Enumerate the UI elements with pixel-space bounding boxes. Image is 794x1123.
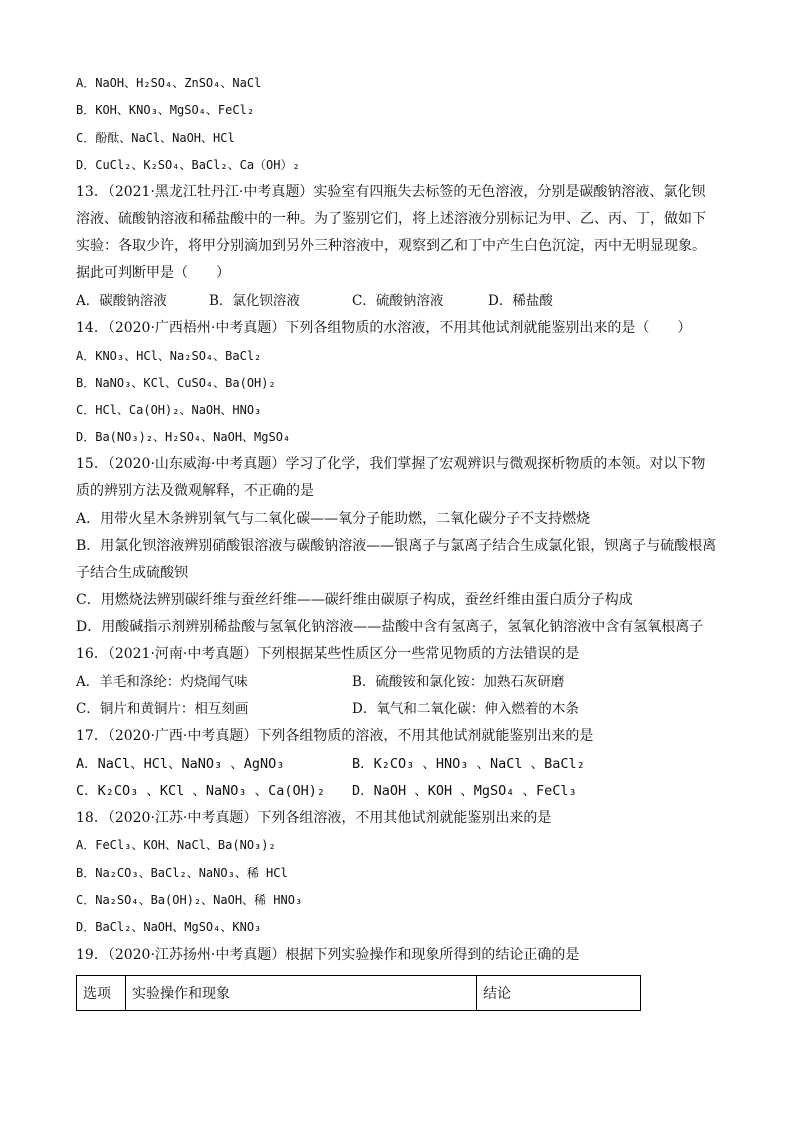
q17-option-b: B．K₂CO₃ 、HNO₃ 、NaCl 、BaCl₂ [352, 756, 585, 772]
q18-option-b: B．Na₂CO₃、BaCl₂、NaNO₃、稀 HCl [76, 866, 288, 880]
table-header-operation: 实验操作和现象 [126, 976, 477, 1011]
q12-option-c: C．酚酞、NaCl、NaOH、HCl [76, 131, 235, 145]
q19-stem: 19．（2020·江苏扬州·中考真题）根据下列实验操作和现象所得到的结论正确的是 [76, 947, 580, 963]
q19-table [76, 975, 641, 1011]
q13-option-a: A．碳酸钠溶液 [76, 293, 167, 309]
q15-stem-1: 15．（2020·山东威海·中考真题）学习了化学，我们掌握了宏观辨识与微观探析物质的本领。对以下物 [76, 456, 706, 472]
q13-stem-4: 据此可判断甲是（ ） [76, 265, 230, 281]
q17-option-d: D．NaOH 、KOH 、MgSO₄ 、FeCl₃ [352, 783, 577, 799]
q13-stem-2: 溶液、硫酸钠溶液和稀盐酸中的一种。为了鉴别它们，将上述溶液分别标记为甲、乙、丙、丁，做如下 [76, 211, 706, 227]
q14-option-c: C．HCl、Ca(OH)₂、NaOH、HNO₃ [76, 403, 262, 417]
q18-option-a: A．FeCl₃、KOH、NaCl、Ba(NO₃)₂ [76, 838, 276, 852]
q17-option-c: C．K₂CO₃ 、KCl 、NaNO₃ 、Ca(OH)₂ [76, 783, 326, 799]
q13-stem-3: 实验：各取少许，将甲分别滴加到另外三种溶液中，观察到乙和丁中产生白色沉淀，丙中无明显现象。 [76, 238, 706, 254]
q18-option-d: D．BaCl₂、NaOH、MgSO₄、KNO₃ [76, 920, 262, 934]
q16-option-c: C．铜片和黄铜片：相互刻画 [76, 701, 249, 717]
q13-stem-1: 13．（2021·黑龙江牡丹江·中考真题）实验室有四瓶失去标签的无色溶液，分别是碳酸钠溶液、氯化钡 [76, 184, 706, 200]
q15-option-a: A．用带火星木条辨别氧气与二氧化碳——氧分子能助燃，二氧化碳分子不支持燃烧 [76, 511, 591, 527]
q15-option-c: C．用燃烧法辨别碳纤维与蚕丝纤维——碳纤维由碳原子构成，蚕丝纤维由蛋白质分子构成 [76, 592, 633, 608]
q14-stem: 14．（2020·广西梧州·中考真题）下列各组物质的水溶液，不用其他试剂就能鉴别出来的是（ ） [76, 320, 692, 336]
table-header-option: 选项 [77, 976, 126, 1011]
q14-option-d: D．Ba(NO₃)₂、H₂SO₄、NaOH、MgSO₄ [76, 430, 291, 444]
q15-option-d: D．用酸碱指示剂辨别稀盐酸与氢氧化钠溶液——盐酸中含有氢离子，氢氧化钠溶液中含有氢氧根离子 [76, 619, 704, 635]
q16-option-a: A．羊毛和涤纶：灼烧闻气味 [76, 674, 248, 690]
q14-option-b: B．NaNO₃、KCl、CuSO₄、Ba(OH)₂ [76, 376, 276, 390]
q15-option-b-2: 子结合生成硫酸钡 [76, 565, 188, 581]
q14-option-a: A．KNO₃、HCl、Na₂SO₄、BaCl₂ [76, 349, 262, 363]
q13-option-d: D．稀盐酸 [488, 293, 553, 309]
q18-option-c: C．Na₂SO₄、Ba(OH)₂、NaOH、稀 HNO₃ [76, 893, 303, 907]
q17-stem: 17．（2020·广西·中考真题）下列各组物质的溶液，不用其他试剂就能鉴别出来的是 [76, 728, 594, 744]
q18-stem: 18．（2020·江苏·中考真题）下列各组溶液，不用其他试剂就能鉴别出来的是 [76, 810, 552, 826]
q16-option-d: D．氧气和二氧化碳：伸入燃着的木条 [352, 701, 579, 717]
q16-stem: 16．（2021·河南·中考真题）下列根据某些性质区分一些常见物质的方法错误的是 [76, 646, 580, 662]
table-header-conclusion: 结论 [477, 976, 641, 1011]
table-row [77, 976, 641, 1011]
q13-option-b: B．氯化钡溶液 [209, 293, 300, 309]
q16-option-b: B．硫酸铵和氯化铵：加熟石灰研磨 [352, 674, 565, 690]
q12-option-b: B．KOH、KNO₃、MgSO₄、FeCl₂ [76, 103, 255, 117]
q15-option-b-1: B．用氯化钡溶液辨别硝酸银溶液与碳酸钠溶液——银离子与氯离子结合生成氯化银，钡离子与硫酸根离 [76, 538, 717, 554]
q12-option-a: A．NaOH、H₂SO₄、ZnSO₄、NaCl [76, 76, 262, 90]
q12-option-d: D．CuCl₂、K₂SO₄、BaCl₂、Ca（OH）₂ [76, 158, 300, 172]
q17-option-a: A．NaCl、HCl、NaNO₃ 、AgNO₃ [76, 756, 285, 772]
q15-stem-2: 质的辨别方法及微观解释，不正确的是 [76, 483, 314, 499]
q13-option-c: C．硫酸钠溶液 [352, 293, 444, 309]
